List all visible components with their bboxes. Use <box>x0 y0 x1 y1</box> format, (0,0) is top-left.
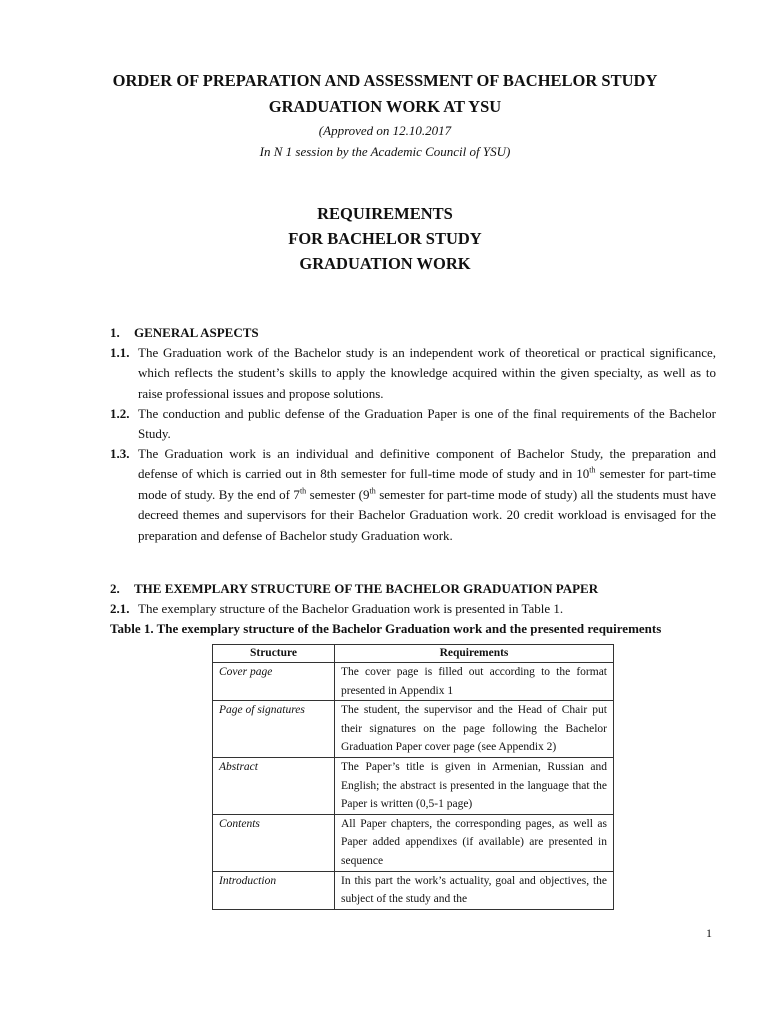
requirements-line-2: FOR BACHELOR STUDY <box>288 229 482 248</box>
item-1-3-text-c: semester (9 <box>306 486 370 502</box>
requirements-cell: In this part the work’s actuality, goal and objectives, the subject of the study and the <box>335 871 614 909</box>
structure-cell: Abstract <box>213 757 335 814</box>
requirements-cell: The Paper’s title is given in Armenian, Russian and English; the abstract is presented in the language that the Paper is written (0,5-1 page) <box>335 757 614 814</box>
requirements-line-3: GRADUATION WORK <box>299 254 471 273</box>
item-2-1 <box>110 599 716 619</box>
table-caption: Table 1. The exemplary structure of the Bachelor Graduation work and the presented requirements <box>110 621 662 636</box>
item-1-2 <box>110 404 716 445</box>
structure-cell: Introduction <box>213 871 335 909</box>
item-1-2-text: The conduction and public defense of the Graduation Paper is one of the final requirements of the Bachelor Study. <box>138 406 716 442</box>
section-1-number: 1. <box>110 325 120 340</box>
document-title <box>60 68 710 120</box>
item-1-3-number: 1.3. <box>110 446 130 461</box>
item-2-1-number: 2.1. <box>110 601 130 616</box>
item-1-3-text-a: The Graduation work is an individual and definitive component of Bachelor Study, the preparation and defense of which is carried out in 8th semester for full-time mode of study and in 10 <box>138 446 716 482</box>
item-1-2-number: 1.2. <box>110 406 130 421</box>
section-2-title: THE EXEMPLARY STRUCTURE OF THE BACHELOR GRADUATION PAPER <box>134 581 599 596</box>
requirements-cell: The cover page is filled out according to the format presented in Appendix 1 <box>335 663 614 701</box>
structure-cell: Page of signatures <box>213 701 335 758</box>
item-1-1 <box>110 343 716 404</box>
approval-line-1: (Approved on 12.10.2017 <box>318 123 452 138</box>
section-2-number: 2. <box>110 581 120 596</box>
item-1-1-text: The Graduation work of the Bachelor study is an independent work of theoretical or practical significance, which reflects the student’s skills to apply the knowledge acquired within the given specialty, as well as to raise professional issues and propose solutions. <box>138 345 716 401</box>
table-header-row <box>213 645 614 663</box>
item-1-3 <box>110 444 716 546</box>
title-line-1: ORDER OF PREPARATION AND ASSESSMENT OF BACHELOR STUDY <box>112 71 658 90</box>
table-row <box>213 757 614 814</box>
section-1-heading <box>110 324 259 342</box>
requirements-line-1: REQUIREMENTS <box>317 204 453 223</box>
item-1-3-text <box>138 444 716 546</box>
column-header-structure: Structure <box>213 645 335 663</box>
section-2-heading <box>110 580 598 598</box>
table-row <box>213 663 614 701</box>
table-row <box>213 814 614 871</box>
item-2-1-text: The exemplary structure of the Bachelor Graduation work is presented in Table 1. <box>138 601 564 616</box>
requirements-title <box>60 201 710 276</box>
item-1-3-sup-c: th <box>369 486 376 496</box>
column-header-requirements: Requirements <box>335 645 614 663</box>
section-1-title: GENERAL ASPECTS <box>134 325 259 340</box>
approval-note <box>60 120 710 162</box>
item-1-3-text-d: semester for part-time mode of study) all the students must have decreed themes and supervisors for their Bachelor Graduation work. 20 credit workload is envisaged for the preparation and defense of Bachelor study Graduation work. <box>138 486 716 543</box>
structure-table <box>212 644 614 910</box>
table-row <box>213 701 614 758</box>
requirements-cell: The student, the supervisor and the Head of Chair put their signatures on the page following the Bachelor Graduation Paper cover page (see Appendix 2) <box>335 701 614 758</box>
item-1-1-number: 1.1. <box>110 345 130 360</box>
structure-cell: Cover page <box>213 663 335 701</box>
structure-cell: Contents <box>213 814 335 871</box>
item-1-3-sup-b: th <box>299 486 307 496</box>
table-row <box>213 871 614 909</box>
title-line-2: GRADUATION WORK AT YSU <box>268 97 502 116</box>
approval-line-2: In N 1 session by the Academic Council of YSU) <box>259 144 511 159</box>
item-1-3-sup-a: th <box>589 466 596 476</box>
item-1-3-text-b: semester for part-time mode of study. By the end of 7 <box>138 466 716 502</box>
requirements-cell: All Paper chapters, the corresponding pages, as well as Paper added appendixes (if available) are presented in sequence <box>335 814 614 871</box>
page-number: 1 <box>706 926 712 940</box>
